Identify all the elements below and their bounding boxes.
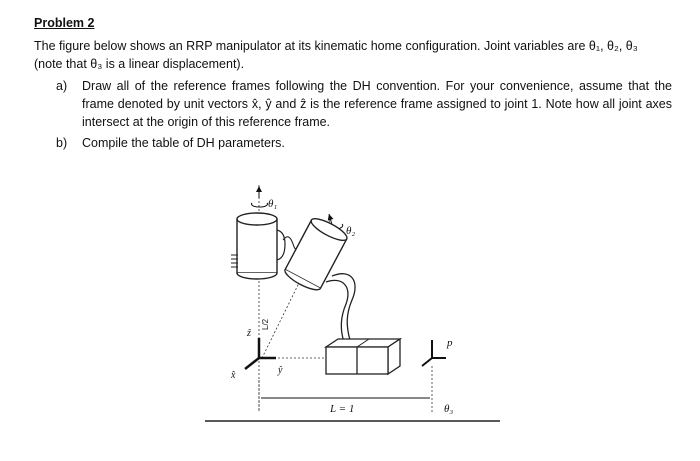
p-label: p (447, 337, 453, 349)
length-label: L = 1 (330, 403, 355, 415)
part-b-label: b) (56, 136, 68, 150)
theta1-label: θ₁ (268, 198, 278, 210)
intro-line-1: The figure below shows an RRP manipulator at its kinematic home configuration. Joint variables are θ₁, θ₂, θ₃ (34, 39, 638, 53)
part-a-text: Draw all of the reference frames following the DH convention. For your convenience, assume that the frame denoted by unit vectors x̂, ŷ and ẑ is the reference frame assigned to joint 1. Note how all joint axes intersect at the origin of this reference frame. (82, 79, 672, 129)
theta2-label: θ₂ (346, 225, 356, 237)
end-effector-frame (422, 340, 446, 366)
part-a-label: a) (56, 79, 68, 93)
base-frame (245, 338, 276, 369)
intro-line-2: (note that θ₃ is a linear displacement). (34, 57, 245, 71)
z-hat-label: ẑ (247, 328, 251, 339)
cable-3 (326, 280, 348, 342)
joint1-cylinder (231, 213, 285, 279)
part-b-text: Compile the table of DH parameters. (82, 136, 285, 150)
x-hat-label: x̂ (231, 370, 236, 381)
theta3-label: θ₃ (444, 403, 454, 415)
prismatic-box (326, 339, 400, 374)
y-hat-label: ŷ (278, 365, 283, 376)
problem-title: Problem 2 (34, 16, 95, 30)
joint2-cylinder (282, 215, 349, 294)
theta1-rotation-icon (252, 203, 268, 207)
half-length-label: L/2 (261, 318, 270, 330)
